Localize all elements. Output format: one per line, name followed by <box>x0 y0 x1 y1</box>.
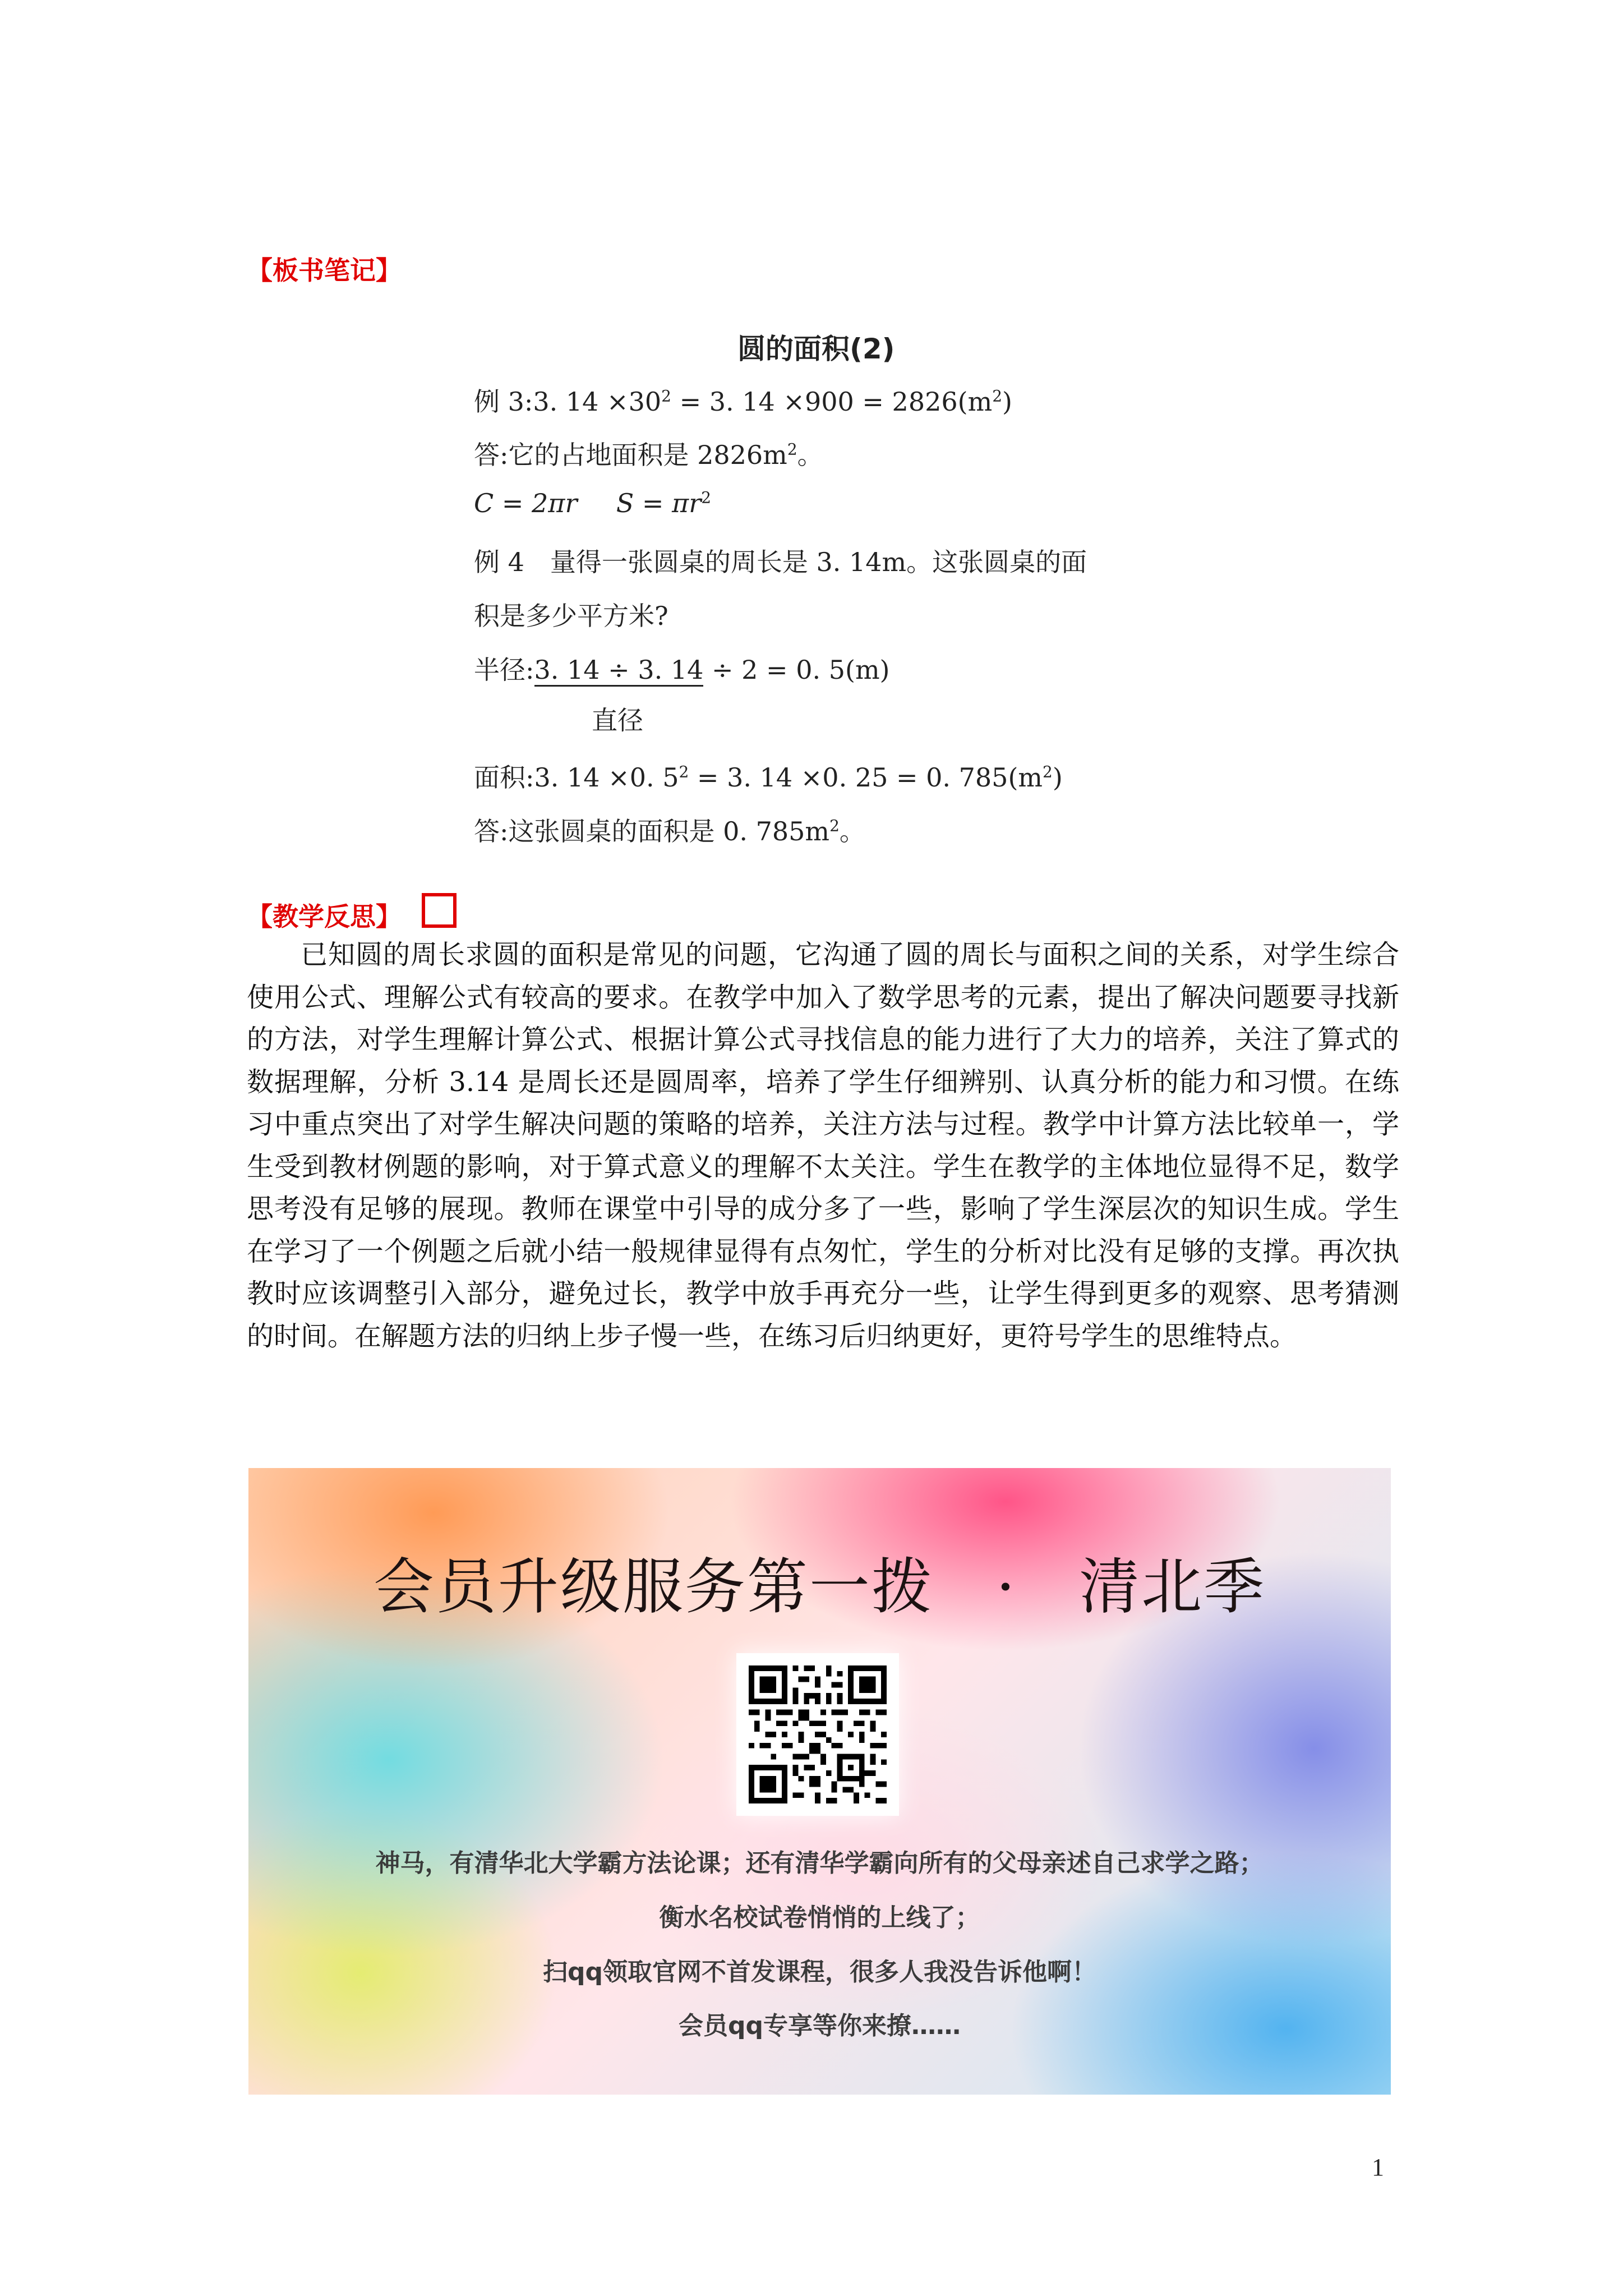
formula-line: C = 2πr $S = \pi r^2$ <box>474 488 712 518</box>
empty-box-mark <box>422 893 457 928</box>
diameter-expression: 3. 14 ÷ 3. 14 <box>534 655 704 687</box>
banner-line-3: 扫qq领取官网不首发课程，很多人我没告诉他啊！ <box>543 1958 1096 1986</box>
reflection-paragraph: 已知圆的周长求圆的面积是常见的问题，它沟通了圆的周长与面积之间的关系，对学生综合使用公式、理解公式有较高的要求。在教学中加入了数学思考的元素，提出了解决问题要寻找新的方法，对学生理解计算公式、根据计算公式寻找信息的能力进行了大力的培养，关注了算式的数据理解，分析 3.14 是周长还是圆周率，培养了学生仔细辨别、认真分析的能力和习惯。在练习中重点突出了对学生解决问题的策略的培养，关注方法与过程。教学中计算方法比较单一，学生受到教材例题的影响，对于算式意义的理解不太关注。学生在教学的主体地位显得不足，数学思考没有足够的展现。教师在课堂中引导的成分多了一些，影响了学生深层次的知识生成。学生在学习了一个例题之后就小结一般规律显得有点匆忙，学生的分析对比没有足够的支撑。再次执教时应该调整引入部分，避免过长，教学中放手再充分一些，让学生得到更多的观察、思考猜测的时间。在解题方法的归纳上步子慢一些，在练习后归纳更好，更符号学生的思维特点。 <box>247 939 1399 1352</box>
board-notes <box>474 320 1203 869</box>
qr-code <box>736 1653 899 1816</box>
circumference-formula: C = 2πr <box>474 488 578 518</box>
example-4-line-1: 例 4 量得一张圆桌的周长是 3. 14m。这张圆桌的面 <box>474 547 1087 577</box>
area-formula: S = πr <box>616 488 702 518</box>
area-line: 面积:3. 14 ×0. $5^2 = 3$. 14 ×0. 25 = 0. $785(m^2)$ <box>474 762 1063 793</box>
board-notes-heading: 【板书笔记】 <box>247 255 402 286</box>
membership-banner <box>248 1468 1391 2095</box>
page-number: 1 <box>1372 2154 1384 2181</box>
answer-1-line: 答:它的占地面积是 $2826m^2$。 <box>474 440 823 470</box>
qr-code-icon <box>749 1665 887 1803</box>
board-title: 圆的面积(2) <box>737 333 895 365</box>
diameter-note: 直径 <box>592 705 643 735</box>
banner-line-2: 衡水名校试卷悄悄的上线了； <box>659 1903 980 1932</box>
banner-title: 会员升级服务第一拨 · 清北季 <box>373 1552 1266 1622</box>
example-3-line: 例 3:3. $14 \times 30^2 = 3$. $14 \times 900 = 2826(m^2)$ <box>474 386 1012 417</box>
answer-2-line: 答:这张圆桌的面积是 0. $785m^2$。 <box>474 816 865 846</box>
radius-line: 半径:3. 14 ÷ 3. 14 ÷ 2 = 0. 5(m) <box>474 650 890 687</box>
banner-line-1: 神马，有清华北大学霸方法论课；还有清华学霸向所有的父母亲述自己求学之路； <box>375 1849 1264 1878</box>
banner-line-4: 会员qq专享等你来撩…… <box>679 2012 961 2040</box>
reflection-heading: 【教学反思】 <box>247 901 402 932</box>
example-4-line-2: 积是多少平方米? <box>474 601 668 631</box>
